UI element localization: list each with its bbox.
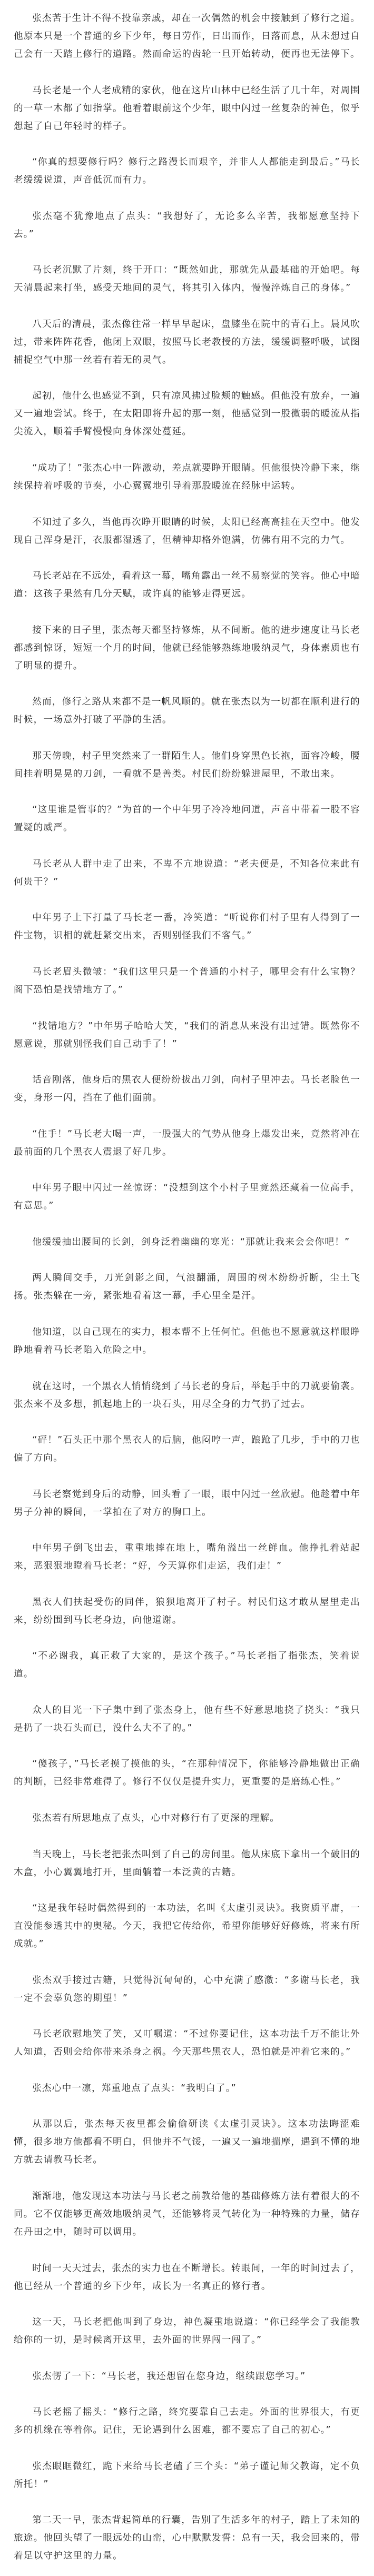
paragraph: “这里谁是管事的？”为首的一个中年男子冷冷地问道，声音中带着一股不容置疑的威严。	[14, 805, 360, 834]
paragraph: 张杰眼眶微红，跪下来给马长老磕了三个头：“弟子谨记师父教诲，定不负所托！”	[14, 2461, 360, 2490]
paragraph: 马长老察觉到身后的动静，回头看了一眼，眼中闪过一丝欣慰。他趁着中年男子分神的瞬间，一掌拍在了对方的胸口上。	[14, 1489, 360, 1518]
paragraph: 众人的目光一下子集中到了张杰身上，他有些不好意思地挠了挠头：“我只是扔了一块石头而已，没什么大不了的。”	[14, 1705, 360, 1733]
paragraph: “你真的想要修行吗？修行之路漫长而艰辛，并非人人都能走到最后。”马长老缓缓说道，声音低沉而有力。	[14, 157, 360, 186]
paragraph: 马长老站在不远处，看着这一幕，嘴角露出一丝不易察觉的笑容。他心中暗道：这孩子果然有几分天赋，或许真的能够走得更远。	[14, 571, 360, 600]
paragraph: “住手！”马长老大喝一声，一股强大的气势从他身上爆发出来，竟然将冲在最前面的几个黑衣人震退了好几步。	[14, 1128, 360, 1157]
paragraph: 马长老是一个人老成精的家伙，他在这片山林中已经生活了几十年，对周围的一草一木都了如指掌。他看着眼前这个少年，眼中闪过一丝复杂的神色，似乎想起了自己年轻时的样子。	[14, 85, 360, 132]
paragraph: 马长老从人群中走了出来，不卑不亢地说道：“老夫便是，不知各位来此有何贵干？”	[14, 858, 360, 887]
paragraph: 张杰毫不犹豫地点了点头：“我想好了，无论多么辛苦，我都愿意坚持下去。”	[14, 211, 360, 240]
paragraph: “这是我年轻时偶然得到的一本功法，名叫《太虚引灵诀》。我资质平庸，一直没能参透其中的奥秘。今天，我把它传给你，希望你能够好好修炼，将来有所成就。”	[14, 1903, 360, 1950]
paragraph: 那天傍晚，村子里突然来了一群陌生人。他们身穿黑色长袍，面容冷峻，腰间挂着明晃晃的刀剑，一看就不是善类。村民们纷纷躲进屋里，不敢出来。	[14, 750, 360, 779]
paragraph: 从那以后，张杰每天夜里都会偷偷研读《太虚引灵诀》。这本功法晦涩难懂，很多地方他都看不明白，但他并不气馁，一遍又一遍地揣摩，遇到不懂的地方就去请教马长老。	[14, 2119, 360, 2166]
paragraph: 中年男子眼中闪过一丝惊讶：“没想到这个小村子里竟然还藏着一位高手，有意思。”	[14, 1183, 360, 1212]
paragraph: 起初，他什么也感觉不到，只有凉风拂过脸颊的触感。但他没有放弃，一遍又一遍地尝试。终于，在太阳即将升起的那一刻，他感觉到一股微弱的暖流从指尖流入，顺着手臂慢慢向身体深处蔓延。	[14, 391, 360, 438]
paragraph: 黑衣人们扶起受伤的同伴，狼狈地离开了村子。村民们这才敢从屋里走出来，纷纷围到马长老身边，向他道谢。	[14, 1597, 360, 1626]
paragraph: 张杰苦于生计不得不投靠亲戚，却在一次偶然的机会中接触到了修行之道。他原本只是一个普通的乡下少年，每日劳作，日出而作，日落而息，从未想过自己会有一天踏上修行的道路。然而命运的齿轮一旦开始转动，便再也无法停下。	[14, 13, 360, 60]
paragraph: 八天后的清晨，张杰像往常一样早早起床，盘膝坐在院中的青石上。晨风吹过，带来阵阵花香，他闭上双眼，按照马长老教授的方法，缓缓调整呼吸，试图捕捉空气中那一丝若有若无的灵气。	[14, 319, 360, 365]
paragraph: 张杰双手接过古籍，只觉得沉甸甸的，心中充满了感激：“多谢马长老，我一定不会辜负您的期望！”	[14, 1975, 360, 2004]
paragraph: 第二天一早，张杰背起简单的行囊，告别了生活多年的村子，踏上了未知的旅途。他回头望了一眼远处的山峦，心中默默发誓：总有一天，我会回来的，带着足以守护这里的力量。	[14, 2515, 360, 2562]
paragraph: 张杰愣了一下：“马长老，我还想留在您身边，继续跟您学习。”	[32, 2371, 306, 2382]
paragraph: “傻孩子，”马长老摸了摸他的头，“在那种情况下，你能够冷静地做出正确的判断，已经非常难得了。修行不仅仅是提升实力，更重要的是磨练心性。”	[14, 1759, 360, 1788]
paragraph: 马长老眉头微皱：“我们这里只是一个普通的小村子，哪里会有什么宝物？阁下恐怕是找错地方了。”	[14, 967, 360, 995]
paragraph: 马长老欣慰地笑了笑，又叮嘱道：“不过你要记住，这本功法千万不能让外人知道，否则会给你带来杀身之祸。今天那些黑衣人，恐怕就是冲着它来的。”	[14, 2029, 360, 2058]
paragraph: “找错地方？”中年男子哈哈大笑，“我们的消息从来没有出过错。既然你不愿意说，那就别怪我们自己动手了！”	[14, 1021, 360, 1049]
paragraph: 马长老沉默了片刻，终于开口：“既然如此，那就先从最基础的开始吧。每天清晨起来打坐，感受天地间的灵气，将其引入体内，慢慢淬炼自己的身体。”	[14, 265, 360, 294]
paragraph: 话音刚落，他身后的黑衣人便纷纷拔出刀剑，向村子里冲去。马长老脸色一变，身形一闪，挡在了他们面前。	[14, 1075, 360, 1104]
paragraph: 接下来的日子里，张杰每天都坚持修炼，从不间断。他的进步速度让马长老都感到惊讶，短短一个月的时间，他就已经能够熟练地吸纳灵气，身体素质也有了明显的提升。	[14, 625, 360, 671]
paragraph: 他知道，以自己现在的实力，根本帮不上任何忙。但他也不愿意就这样眼睁睁地看着马长老陷入危险之中。	[14, 1326, 360, 1355]
paragraph: 张杰心中一凛，郑重地点了点头：“我明白了。”	[32, 2083, 237, 2094]
paragraph: 就在这时，一个黑衣人悄悄绕到了马长老的身后，举起手中的刀就要偷袭。张杰来不及多想，抓起地上的一块石头，用尽全身的力气扔了过去。	[14, 1381, 360, 1410]
paragraph: 不知过了多久，当他再次睁开眼睛的时候，太阳已经高高挂在天空中。他发现自己浑身是汗，衣服都湿透了，但精神却格外饱满，仿佛有用不完的力气。	[14, 517, 360, 546]
paragraph: 这一天，马长老把他叫到了身边，神色凝重地说道：“你已经学会了我能教给你的一切，是时候离开这里，去外面的世界闯一闯了。”	[14, 2317, 360, 2346]
paragraph: 张杰若有所思地点了点头，心中对修行有了更深的理解。	[32, 1813, 280, 1824]
paragraph: 马长老摇了摇头：“修行之路，终究要靠自己去走。外面的世界很大，有更多的机缘在等着你。记住，无论遇到什么困难，都不要忘了自己的初心。”	[14, 2407, 360, 2436]
paragraph: 他缓缓抽出腰间的长剑，剑身泛着幽幽的寒光：“那就让我来会会你吧！”	[32, 1236, 350, 1247]
paragraph: 中年男子上下打量了马长老一番，冷笑道：“听说你们村子里有人得到了一件宝物，识相的就赶紧交出来，否则别怪我们不客气。”	[14, 913, 360, 942]
paragraph: “砰！”石头正中那个黑衣人的后脑，他闷哼一声，踉跄了几步，手中的刀也偏了方向。	[14, 1435, 360, 1464]
paragraph: 两人瞬间交手，刀光剑影之间，气浪翻涌，周围的树木纷纷折断，尘土飞扬。张杰躲在一旁，紧张地看着这一幕，手心里全是汗。	[14, 1273, 360, 1302]
paragraph: 渐渐地，他发现这本功法与马长老之前教给他的基础修炼方法有着很大的不同。它不仅能够更高效地吸纳灵气，还能够将灵气转化为一种特殊的力量，储存在丹田之中，随时可以调用。	[14, 2191, 360, 2237]
paragraph: 时间一天天过去，张杰的实力也在不断增长。转眼间，一年的时间过去了，他已经从一个普通的乡下少年，成长为一名真正的修行者。	[14, 2263, 360, 2292]
paragraph: “不必谢我，真正救了大家的，是这个孩子。”马长老指了指张杰，笑着说道。	[14, 1651, 360, 1680]
paragraph: 中年男子倒飞出去，重重地摔在地上，嘴角溢出一丝鲜血。他挣扎着站起来，恶狠狠地瞪着马长老：“好，今天算你们走运，我们走！”	[14, 1543, 360, 1572]
paragraph: 然而，修行之路从来都不是一帆风顺的。就在张杰以为一切都在顺利进行的时候，一场意外打破了平静的生活。	[14, 697, 360, 726]
paragraph: 当天晚上，马长老把张杰叫到了自己的房间里。他从床底下拿出一个破旧的木盒，小心翼翼地打开，里面躺着一本泛黄的古籍。	[14, 1849, 360, 1878]
paragraph: “成功了！”张杰心中一阵激动，差点就要睁开眼睛。但他很快冷静下来，继续保持着呼吸的节奏，小心翼翼地引导着那股暖流在经脉中运转。	[14, 462, 360, 491]
